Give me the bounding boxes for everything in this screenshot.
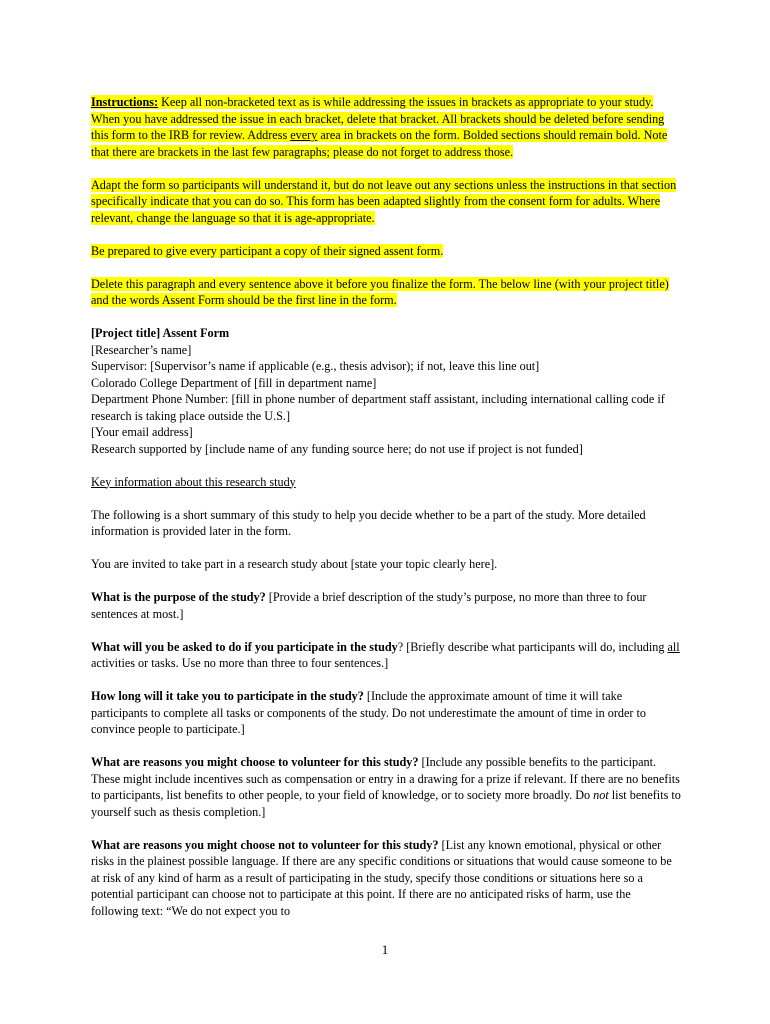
form-title: [Project title] Assent Form <box>91 326 230 340</box>
asked-text-2: activities or tasks. Use no more than three to four sentences.] <box>91 656 389 670</box>
delete-paragraph <box>91 276 681 309</box>
invited-paragraph: You are invited to take part in a research study about [state your topic clearly here]. <box>91 557 498 571</box>
purpose-text: [Provide a brief description of the study’s purpose, no more than three to four sentences at most.] <box>91 590 647 621</box>
page-number: 1 <box>381 942 389 957</box>
purpose-paragraph <box>91 589 681 622</box>
reasons-question: What are reasons you might choose to volunteer for this study? <box>91 755 419 769</box>
reasons-text-2: list benefits to yourself such as thesis completion.] <box>91 788 681 819</box>
funding-line: Research supported by [include name of any funding source here; do not use if project is not funded] <box>91 441 583 456</box>
asked-all: all <box>667 639 680 654</box>
not-volunteer-paragraph <box>91 837 681 920</box>
supervisor-line: Supervisor: [Supervisor’s name if applicable (e.g., thesis advisor); if not, leave this line out] <box>91 359 540 373</box>
asked-paragraph <box>91 639 681 672</box>
howlong-question: How long will it take you to participate in the study? <box>91 689 364 703</box>
prepared-paragraph <box>91 243 681 260</box>
howlong-text: [Include the approximate amount of time it will take participants to complete all tasks or components of the study. Do not underestimate the amount of time in order to convince people to participate.] <box>91 689 646 736</box>
reasons-paragraph <box>91 754 681 820</box>
howlong-paragraph <box>91 688 681 738</box>
not-volunteer-question: What are reasons you might choose not to volunteer for this study? <box>91 837 439 852</box>
instructions-every: every <box>290 128 318 142</box>
reasons-text-1: [Include any possible benefits to the participant. These might include incentives such as compensation or entry in a drawing for a prize if relevant. If there are no benefits to participants, list benefits to other people, to your field of knowledge, or to society more broadly. Do <box>91 755 680 802</box>
delete-text: Delete this paragraph and every sentence above it before you finalize the form. The below line (with your project title) and the words Assent Form should be the first line in the form. <box>91 276 669 307</box>
purpose-question: What is the purpose of the study? <box>91 590 266 604</box>
form-header-block <box>91 325 681 457</box>
phone-line: Department Phone Number: [fill in phone number of department staff assistant, including international calling code if research is taking place outside the U.S.] <box>91 392 665 423</box>
document-content <box>91 94 681 936</box>
email-line: [Your email address] <box>91 425 193 439</box>
instructions-label: Instructions: <box>91 95 159 109</box>
instructions-text-1: Keep all non-bracketed text as is while addressing the issues in brackets as appropriate to your study. When you have addressed the issue in each bracket, delete that bracket. All brackets should be deleted before sending this form to the IRB for review. Address <box>91 95 665 142</box>
not-volunteer-text: [List any known emotional, physical or other risks in the plainest possible language. If there are any specific conditions or situations that would cause someone to be at risk of any kind of harm as a result of participating in the study, specify those conditions or situations here so a potential participant can choose not to participate at this point. If there are no anticipated risks of harm, use the following text: “We do not expect you to <box>91 837 672 918</box>
prepared-text: Be prepared to give every participant a copy of their signed assent form. <box>91 243 444 258</box>
adapt-text: Adapt the form so participants will understand it, but do not leave out any sections unless the instructions in that section specifically indicate that you can do so. This form has been adapted slightly from the consent form for adults. Where relevant, change the language so that it is age-appropriate. <box>91 177 677 225</box>
department-line: Colorado College Department of [fill in department name] <box>91 375 377 390</box>
summary-paragraph: The following is a short summary of this study to help you decide whether to be a part of the study. More detailed information is provided later in the form. <box>91 507 646 538</box>
instructions-text-2: area in brackets on the form. Bolded sections should remain bold. Note that there are brackets in the last few paragraphs; please do not forget to address those. <box>91 128 668 159</box>
key-info-heading: Key information about this research study <box>91 474 296 489</box>
asked-text-1: ? [Briefly describe what participants will do, including <box>397 639 668 654</box>
adapt-paragraph <box>91 177 681 227</box>
reasons-not: not <box>593 788 609 802</box>
instructions-paragraph <box>91 94 681 160</box>
researcher-name: [Researcher’s name] <box>91 342 192 357</box>
asked-question: What will you be asked to do if you participate in the study <box>91 639 398 654</box>
